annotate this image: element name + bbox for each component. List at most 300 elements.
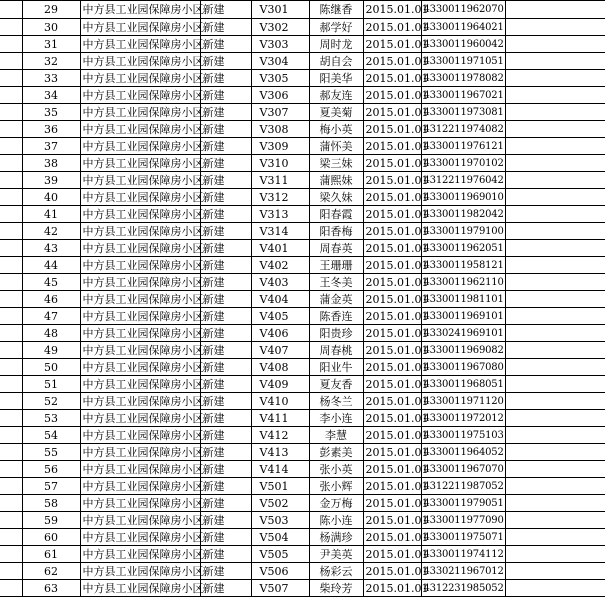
build-type-cell: 新建	[200, 580, 251, 597]
id-number-cell: 4330011981101	[421, 291, 505, 308]
project-name-cell: 中方县工业园保障房小区	[80, 563, 200, 580]
row-number-cell: 48	[22, 325, 80, 342]
table-row	[0, 121, 605, 138]
build-type-cell: 新建	[200, 189, 251, 206]
leading-empty-cell	[0, 240, 22, 257]
id-number-cell: 4330011964021	[421, 19, 505, 36]
build-type-cell: 新建	[200, 257, 251, 274]
resident-name-cell: 陈香连	[309, 308, 363, 325]
date-cell: 2015.01.01	[363, 155, 421, 172]
table-row	[0, 104, 605, 121]
build-type-cell: 新建	[200, 495, 251, 512]
leading-empty-cell	[0, 172, 22, 189]
room-number-cell: V303	[251, 36, 309, 53]
leading-empty-cell	[0, 70, 22, 87]
table-row	[0, 512, 605, 529]
trailing-empty-cell	[505, 223, 605, 240]
table-row	[0, 325, 605, 342]
row-number-cell: 51	[22, 376, 80, 393]
leading-empty-cell	[0, 478, 22, 495]
table-row	[0, 189, 605, 206]
date-cell: 2015.01.01	[363, 121, 421, 138]
date-cell: 2015.01.01	[363, 478, 421, 495]
project-name-cell: 中方县工业园保障房小区	[80, 274, 200, 291]
row-number-cell: 29	[22, 1, 80, 19]
resident-name-cell: 阳贵珍	[309, 325, 363, 342]
leading-empty-cell	[0, 529, 22, 546]
leading-empty-cell	[0, 155, 22, 172]
build-type-cell: 新建	[200, 223, 251, 240]
room-number-cell: V306	[251, 87, 309, 104]
trailing-empty-cell	[505, 580, 605, 597]
resident-name-cell: 阳春霞	[309, 206, 363, 223]
leading-empty-cell	[0, 410, 22, 427]
trailing-empty-cell	[505, 274, 605, 291]
trailing-empty-cell	[505, 1, 605, 19]
project-name-cell: 中方县工业园保障房小区	[80, 512, 200, 529]
room-number-cell: V505	[251, 546, 309, 563]
table-row	[0, 172, 605, 189]
leading-empty-cell	[0, 359, 22, 376]
date-cell: 2015.01.01	[363, 36, 421, 53]
id-number-cell: 4312211974082	[421, 121, 505, 138]
id-number-cell: 4330011975103	[421, 427, 505, 444]
table-row	[0, 563, 605, 580]
id-number-cell: 4330011971051	[421, 53, 505, 70]
date-cell: 2015.01.01	[363, 410, 421, 427]
room-number-cell: V410	[251, 393, 309, 410]
leading-empty-cell	[0, 291, 22, 308]
build-type-cell: 新建	[200, 53, 251, 70]
leading-empty-cell	[0, 121, 22, 138]
row-number-cell: 54	[22, 427, 80, 444]
table-row	[0, 138, 605, 155]
resident-name-cell: 阳美华	[309, 70, 363, 87]
row-number-cell: 63	[22, 580, 80, 597]
resident-name-cell: 蒲怀美	[309, 138, 363, 155]
table-row	[0, 257, 605, 274]
room-number-cell: V507	[251, 580, 309, 597]
id-number-cell: 4330011974112	[421, 546, 505, 563]
date-cell: 2015.01.01	[363, 87, 421, 104]
row-number-cell: 49	[22, 342, 80, 359]
build-type-cell: 新建	[200, 376, 251, 393]
leading-empty-cell	[0, 580, 22, 597]
table-row	[0, 427, 605, 444]
table-row	[0, 19, 605, 36]
id-number-cell: 4330011958121	[421, 257, 505, 274]
resident-name-cell: 周春桃	[309, 342, 363, 359]
project-name-cell: 中方县工业园保障房小区	[80, 546, 200, 563]
row-number-cell: 38	[22, 155, 80, 172]
table-row	[0, 359, 605, 376]
resident-name-cell: 梅小英	[309, 121, 363, 138]
date-cell: 2015.01.01	[363, 206, 421, 223]
trailing-empty-cell	[505, 512, 605, 529]
table-row	[0, 342, 605, 359]
trailing-empty-cell	[505, 478, 605, 495]
trailing-empty-cell	[505, 461, 605, 478]
build-type-cell: 新建	[200, 155, 251, 172]
resident-name-cell: 梁三妹	[309, 155, 363, 172]
project-name-cell: 中方县工业园保障房小区	[80, 70, 200, 87]
table-row	[0, 155, 605, 172]
build-type-cell: 新建	[200, 529, 251, 546]
resident-name-cell: 尹美英	[309, 546, 363, 563]
date-cell: 2015.01.01	[363, 427, 421, 444]
resident-name-cell: 李小连	[309, 410, 363, 427]
row-number-cell: 46	[22, 291, 80, 308]
row-number-cell: 40	[22, 189, 80, 206]
build-type-cell: 新建	[200, 444, 251, 461]
row-number-cell: 34	[22, 87, 80, 104]
date-cell: 2015.01.01	[363, 563, 421, 580]
id-number-cell: 4330011973081	[421, 104, 505, 121]
project-name-cell: 中方县工业园保障房小区	[80, 206, 200, 223]
project-name-cell: 中方县工业园保障房小区	[80, 444, 200, 461]
id-number-cell: 4330011982042	[421, 206, 505, 223]
trailing-empty-cell	[505, 325, 605, 342]
row-number-cell: 42	[22, 223, 80, 240]
resident-name-cell: 蒲熙妹	[309, 172, 363, 189]
row-number-cell: 37	[22, 138, 80, 155]
resident-name-cell: 郝学好	[309, 19, 363, 36]
trailing-empty-cell	[505, 121, 605, 138]
leading-empty-cell	[0, 325, 22, 342]
table-row	[0, 546, 605, 563]
table-row	[0, 53, 605, 70]
date-cell: 2015.01.01	[363, 172, 421, 189]
room-number-cell: V407	[251, 342, 309, 359]
date-cell: 2015.01.01	[363, 325, 421, 342]
trailing-empty-cell	[505, 138, 605, 155]
build-type-cell: 新建	[200, 1, 251, 19]
date-cell: 2015.01.01	[363, 104, 421, 121]
project-name-cell: 中方县工业园保障房小区	[80, 325, 200, 342]
leading-empty-cell	[0, 393, 22, 410]
build-type-cell: 新建	[200, 138, 251, 155]
trailing-empty-cell	[505, 240, 605, 257]
room-number-cell: V405	[251, 308, 309, 325]
resident-name-cell: 金万梅	[309, 495, 363, 512]
row-number-cell: 52	[22, 393, 80, 410]
id-number-cell: 4330011962070	[421, 1, 505, 19]
trailing-empty-cell	[505, 376, 605, 393]
room-number-cell: V411	[251, 410, 309, 427]
id-number-cell: 4330011967080	[421, 359, 505, 376]
room-number-cell: V301	[251, 1, 309, 19]
table-row	[0, 444, 605, 461]
resident-name-cell: 陈继香	[309, 1, 363, 19]
trailing-empty-cell	[505, 206, 605, 223]
room-number-cell: V401	[251, 240, 309, 257]
project-name-cell: 中方县工业园保障房小区	[80, 87, 200, 104]
table-row	[0, 1, 605, 19]
row-number-cell: 35	[22, 104, 80, 121]
project-name-cell: 中方县工业园保障房小区	[80, 529, 200, 546]
project-name-cell: 中方县工业园保障房小区	[80, 495, 200, 512]
room-number-cell: V308	[251, 121, 309, 138]
row-number-cell: 36	[22, 121, 80, 138]
project-name-cell: 中方县工业园保障房小区	[80, 172, 200, 189]
table-row	[0, 36, 605, 53]
project-name-cell: 中方县工业园保障房小区	[80, 19, 200, 36]
room-number-cell: V314	[251, 223, 309, 240]
id-number-cell: 4330011967070	[421, 461, 505, 478]
resident-name-cell: 王珊珊	[309, 257, 363, 274]
build-type-cell: 新建	[200, 36, 251, 53]
room-number-cell: V403	[251, 274, 309, 291]
project-name-cell: 中方县工业园保障房小区	[80, 240, 200, 257]
room-number-cell: V402	[251, 257, 309, 274]
table-row	[0, 376, 605, 393]
build-type-cell: 新建	[200, 104, 251, 121]
date-cell: 2015.01.01	[363, 53, 421, 70]
resident-name-cell: 梁久妹	[309, 189, 363, 206]
table-row	[0, 478, 605, 495]
project-name-cell: 中方县工业园保障房小区	[80, 393, 200, 410]
row-number-cell: 43	[22, 240, 80, 257]
leading-empty-cell	[0, 36, 22, 53]
id-number-cell: 4330011967021	[421, 87, 505, 104]
project-name-cell: 中方县工业园保障房小区	[80, 36, 200, 53]
project-name-cell: 中方县工业园保障房小区	[80, 427, 200, 444]
id-number-cell: 4330011972012	[421, 410, 505, 427]
date-cell: 2015.01.01	[363, 359, 421, 376]
leading-empty-cell	[0, 53, 22, 70]
build-type-cell: 新建	[200, 393, 251, 410]
resident-name-cell: 王冬美	[309, 274, 363, 291]
trailing-empty-cell	[505, 444, 605, 461]
row-number-cell: 41	[22, 206, 80, 223]
project-name-cell: 中方县工业园保障房小区	[80, 189, 200, 206]
leading-empty-cell	[0, 138, 22, 155]
date-cell: 2015.01.01	[363, 393, 421, 410]
date-cell: 2015.01.01	[363, 512, 421, 529]
leading-empty-cell	[0, 1, 22, 19]
row-number-cell: 61	[22, 546, 80, 563]
build-type-cell: 新建	[200, 325, 251, 342]
project-name-cell: 中方县工业园保障房小区	[80, 121, 200, 138]
project-name-cell: 中方县工业园保障房小区	[80, 104, 200, 121]
date-cell: 2015.01.01	[363, 223, 421, 240]
trailing-empty-cell	[505, 342, 605, 359]
resident-name-cell: 阳业牛	[309, 359, 363, 376]
build-type-cell: 新建	[200, 461, 251, 478]
build-type-cell: 新建	[200, 478, 251, 495]
project-name-cell: 中方县工业园保障房小区	[80, 410, 200, 427]
row-number-cell: 33	[22, 70, 80, 87]
id-number-cell: 4330011976121	[421, 138, 505, 155]
room-number-cell: V404	[251, 291, 309, 308]
room-number-cell: V412	[251, 427, 309, 444]
row-number-cell: 57	[22, 478, 80, 495]
table-row	[0, 393, 605, 410]
date-cell: 2015.01.01	[363, 444, 421, 461]
resident-name-cell: 蒲金英	[309, 291, 363, 308]
trailing-empty-cell	[505, 189, 605, 206]
resident-name-cell: 杨满珍	[309, 529, 363, 546]
trailing-empty-cell	[505, 36, 605, 53]
row-number-cell: 47	[22, 308, 80, 325]
room-number-cell: V414	[251, 461, 309, 478]
build-type-cell: 新建	[200, 427, 251, 444]
id-number-cell: 4330011969010	[421, 189, 505, 206]
row-number-cell: 30	[22, 19, 80, 36]
trailing-empty-cell	[505, 495, 605, 512]
id-number-cell: 4330011969101	[421, 308, 505, 325]
id-number-cell: 4330011960042	[421, 36, 505, 53]
date-cell: 2015.01.01	[363, 70, 421, 87]
date-cell: 2015.01.01	[363, 240, 421, 257]
row-number-cell: 55	[22, 444, 80, 461]
build-type-cell: 新建	[200, 308, 251, 325]
id-number-cell: 4312211976042	[421, 172, 505, 189]
leading-empty-cell	[0, 376, 22, 393]
leading-empty-cell	[0, 19, 22, 36]
project-name-cell: 中方县工业园保障房小区	[80, 461, 200, 478]
table-row	[0, 410, 605, 427]
row-number-cell: 53	[22, 410, 80, 427]
date-cell: 2015.01.01	[363, 495, 421, 512]
build-type-cell: 新建	[200, 240, 251, 257]
resident-name-cell: 张小英	[309, 461, 363, 478]
build-type-cell: 新建	[200, 563, 251, 580]
leading-empty-cell	[0, 223, 22, 240]
date-cell: 2015.01.01	[363, 529, 421, 546]
project-name-cell: 中方县工业园保障房小区	[80, 359, 200, 376]
build-type-cell: 新建	[200, 291, 251, 308]
resident-name-cell: 李慧	[309, 427, 363, 444]
resident-name-cell: 周春英	[309, 240, 363, 257]
date-cell: 2015.01.01	[363, 138, 421, 155]
id-number-cell: 4330011970102	[421, 155, 505, 172]
project-name-cell: 中方县工业园保障房小区	[80, 580, 200, 597]
build-type-cell: 新建	[200, 172, 251, 189]
project-name-cell: 中方县工业园保障房小区	[80, 291, 200, 308]
trailing-empty-cell	[505, 87, 605, 104]
resident-name-cell: 柴玲芳	[309, 580, 363, 597]
build-type-cell: 新建	[200, 410, 251, 427]
resident-name-cell: 杨冬兰	[309, 393, 363, 410]
id-number-cell: 4330011971120	[421, 393, 505, 410]
build-type-cell: 新建	[200, 121, 251, 138]
resident-name-cell: 陈小连	[309, 512, 363, 529]
leading-empty-cell	[0, 495, 22, 512]
project-name-cell: 中方县工业园保障房小区	[80, 308, 200, 325]
room-number-cell: V506	[251, 563, 309, 580]
trailing-empty-cell	[505, 546, 605, 563]
build-type-cell: 新建	[200, 70, 251, 87]
resident-name-cell: 夏美菊	[309, 104, 363, 121]
row-number-cell: 58	[22, 495, 80, 512]
row-number-cell: 62	[22, 563, 80, 580]
room-number-cell: V406	[251, 325, 309, 342]
room-number-cell: V408	[251, 359, 309, 376]
build-type-cell: 新建	[200, 19, 251, 36]
build-type-cell: 新建	[200, 87, 251, 104]
leading-empty-cell	[0, 189, 22, 206]
id-number-cell: 4330011968051	[421, 376, 505, 393]
resident-name-cell: 郝友连	[309, 87, 363, 104]
id-number-cell: 4330011979051	[421, 495, 505, 512]
row-number-cell: 32	[22, 53, 80, 70]
room-number-cell: V502	[251, 495, 309, 512]
id-number-cell: 4330011975071	[421, 529, 505, 546]
leading-empty-cell	[0, 87, 22, 104]
room-number-cell: V302	[251, 19, 309, 36]
room-number-cell: V310	[251, 155, 309, 172]
id-number-cell: 4330011964052	[421, 444, 505, 461]
resident-name-cell: 张小辉	[309, 478, 363, 495]
row-number-cell: 45	[22, 274, 80, 291]
row-number-cell: 56	[22, 461, 80, 478]
id-number-cell: 4330011977090	[421, 512, 505, 529]
trailing-empty-cell	[505, 257, 605, 274]
table-row	[0, 529, 605, 546]
resident-name-cell: 周时龙	[309, 36, 363, 53]
project-name-cell: 中方县工业园保障房小区	[80, 138, 200, 155]
resident-name-cell: 彭素美	[309, 444, 363, 461]
date-cell: 2015.01.01	[363, 274, 421, 291]
id-number-cell: 4330011978082	[421, 70, 505, 87]
leading-empty-cell	[0, 257, 22, 274]
date-cell: 2015.01.01	[363, 1, 421, 19]
project-name-cell: 中方县工业园保障房小区	[80, 155, 200, 172]
date-cell: 2015.01.01	[363, 308, 421, 325]
table-body	[0, 1, 605, 597]
date-cell: 2015.01.01	[363, 189, 421, 206]
row-number-cell: 60	[22, 529, 80, 546]
table-row	[0, 206, 605, 223]
resident-name-cell: 夏友香	[309, 376, 363, 393]
resident-name-cell: 胡自会	[309, 53, 363, 70]
trailing-empty-cell	[505, 53, 605, 70]
trailing-empty-cell	[505, 393, 605, 410]
resident-name-cell: 杨彩云	[309, 563, 363, 580]
id-number-cell: 4312211987052	[421, 478, 505, 495]
trailing-empty-cell	[505, 563, 605, 580]
trailing-empty-cell	[505, 70, 605, 87]
leading-empty-cell	[0, 342, 22, 359]
table-row	[0, 70, 605, 87]
date-cell: 2015.01.01	[363, 461, 421, 478]
table-row	[0, 223, 605, 240]
build-type-cell: 新建	[200, 342, 251, 359]
id-number-cell: 4312231985052	[421, 580, 505, 597]
project-name-cell: 中方县工业园保障房小区	[80, 257, 200, 274]
row-number-cell: 31	[22, 36, 80, 53]
project-name-cell: 中方县工业园保障房小区	[80, 342, 200, 359]
date-cell: 2015.01.01	[363, 342, 421, 359]
date-cell: 2015.01.01	[363, 291, 421, 308]
id-number-cell: 4330241969101	[421, 325, 505, 342]
leading-empty-cell	[0, 104, 22, 121]
leading-empty-cell	[0, 512, 22, 529]
room-number-cell: V309	[251, 138, 309, 155]
date-cell: 2015.01.01	[363, 546, 421, 563]
project-name-cell: 中方县工业园保障房小区	[80, 478, 200, 495]
build-type-cell: 新建	[200, 359, 251, 376]
table-row	[0, 87, 605, 104]
leading-empty-cell	[0, 274, 22, 291]
trailing-empty-cell	[505, 104, 605, 121]
row-number-cell: 59	[22, 512, 80, 529]
room-number-cell: V304	[251, 53, 309, 70]
room-number-cell: V312	[251, 189, 309, 206]
room-number-cell: V311	[251, 172, 309, 189]
id-number-cell: 4330011962051	[421, 240, 505, 257]
